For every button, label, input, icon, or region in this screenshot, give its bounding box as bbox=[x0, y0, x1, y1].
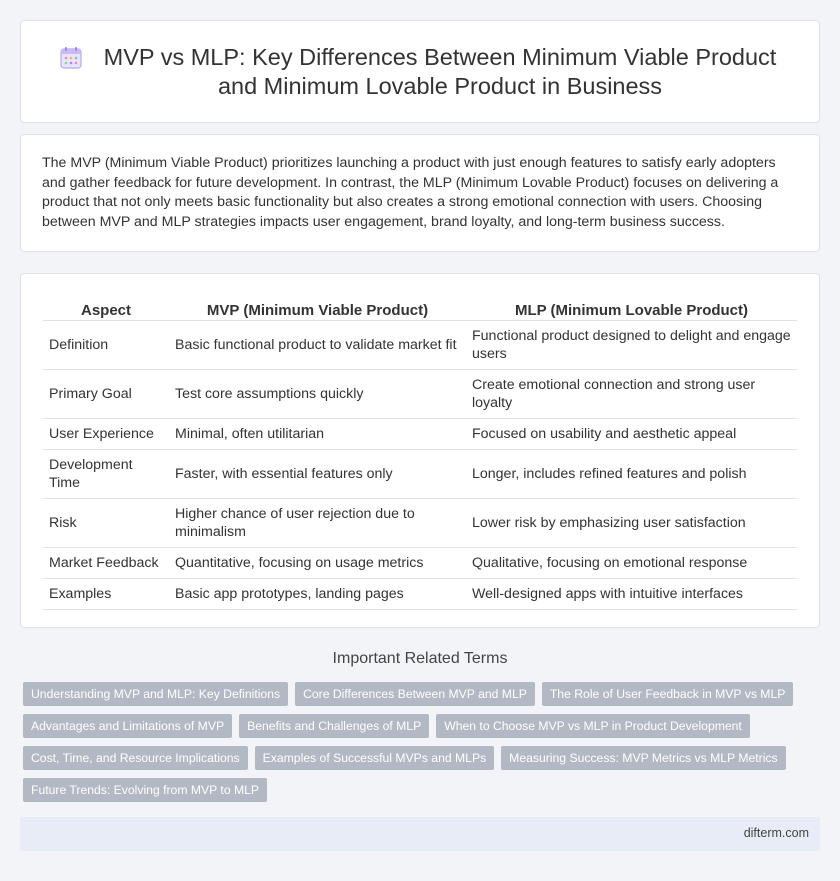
intro-card bbox=[20, 134, 820, 252]
cell-aspect: Primary Goal bbox=[43, 369, 169, 418]
related-term-tag[interactable]: Core Differences Between MVP and MLP bbox=[295, 682, 535, 706]
tag-row bbox=[23, 778, 823, 802]
related-term-tag[interactable]: Benefits and Challenges of MLP bbox=[239, 714, 429, 738]
cell-mlp: Well-designed apps with intuitive interfaces bbox=[466, 578, 797, 609]
cell-mvp: Quantitative, focusing on usage metrics bbox=[169, 547, 466, 578]
comparison-table-card bbox=[20, 273, 820, 628]
cell-mvp: Minimal, often utilitarian bbox=[169, 418, 466, 449]
related-term-tag[interactable]: Cost, Time, and Resource Implications bbox=[23, 746, 248, 770]
table-row bbox=[43, 320, 797, 369]
related-term-tag[interactable]: Measuring Success: MVP Metrics vs MLP Metrics bbox=[501, 746, 785, 770]
comparison-table bbox=[43, 296, 797, 610]
cell-mvp: Test core assumptions quickly bbox=[169, 369, 466, 418]
header-card bbox=[20, 20, 820, 123]
related-term-tag[interactable]: Understanding MVP and MLP: Key Definitions bbox=[23, 682, 288, 706]
intro-paragraph: The MVP (Minimum Viable Product) prioritizes launching a product with just enough features to satisfy early adopters and gather feedback for future development. In contrast, the MLP (Minimum Lovable Product) focuses on delivering a product that not only meets basic functionality but also creates a strong emotional connection with users. Choosing between MVP and MLP strategies impacts user engagement, brand loyalty, and long-term business success. bbox=[42, 155, 779, 230]
table-row bbox=[43, 449, 797, 498]
table-row bbox=[43, 418, 797, 449]
cell-mlp: Longer, includes refined features and polish bbox=[466, 449, 797, 498]
cell-mvp: Faster, with essential features only bbox=[169, 449, 466, 498]
related-terms-tags bbox=[23, 682, 823, 810]
table-header-row bbox=[43, 296, 797, 320]
related-term-tag[interactable]: The Role of User Feedback in MVP vs MLP bbox=[542, 682, 794, 706]
cell-mvp: Higher chance of user rejection due to minimalism bbox=[169, 498, 466, 547]
cell-mvp: Basic app prototypes, landing pages bbox=[169, 578, 466, 609]
cell-mlp: Qualitative, focusing on emotional response bbox=[466, 547, 797, 578]
tag-row bbox=[23, 682, 823, 706]
related-terms-heading: Important Related Terms bbox=[332, 650, 508, 667]
related-term-tag[interactable]: Examples of Successful MVPs and MLPs bbox=[255, 746, 495, 770]
cell-aspect: Examples bbox=[43, 578, 169, 609]
header-aspect: Aspect bbox=[43, 296, 169, 320]
table-row bbox=[43, 369, 797, 418]
cell-aspect: Market Feedback bbox=[43, 547, 169, 578]
related-term-tag[interactable]: When to Choose MVP vs MLP in Product Development bbox=[436, 714, 750, 738]
cell-aspect: Development Time bbox=[43, 449, 169, 498]
tag-row bbox=[23, 714, 823, 738]
cell-aspect: Definition bbox=[43, 320, 169, 369]
tag-row bbox=[23, 746, 823, 770]
related-term-tag[interactable]: Future Trends: Evolving from MVP to MLP bbox=[23, 778, 267, 802]
header-inner bbox=[21, 21, 819, 122]
footer bbox=[20, 817, 820, 851]
cell-mlp: Focused on usability and aesthetic appeal bbox=[466, 418, 797, 449]
table-row bbox=[43, 578, 797, 609]
cell-mlp: Create emotional connection and strong user loyalty bbox=[466, 369, 797, 418]
cell-aspect: User Experience bbox=[43, 418, 169, 449]
cell-mlp: Functional product designed to delight and engage users bbox=[466, 320, 797, 369]
cell-mvp: Basic functional product to validate market fit bbox=[169, 320, 466, 369]
footer-site-link[interactable]: difterm.com bbox=[743, 826, 809, 840]
page-title: MVP vs MLP: Key Differences Between Minimum Viable Product and Minimum Lovable Product in Business bbox=[103, 43, 777, 99]
related-term-tag[interactable]: Advantages and Limitations of MVP bbox=[23, 714, 232, 738]
header-mvp: MVP (Minimum Viable Product) bbox=[169, 296, 466, 320]
header-mlp: MLP (Minimum Lovable Product) bbox=[466, 296, 797, 320]
table-row bbox=[43, 498, 797, 547]
table-row bbox=[43, 547, 797, 578]
cell-aspect: Risk bbox=[43, 498, 169, 547]
cell-mlp: Lower risk by emphasizing user satisfaction bbox=[466, 498, 797, 547]
